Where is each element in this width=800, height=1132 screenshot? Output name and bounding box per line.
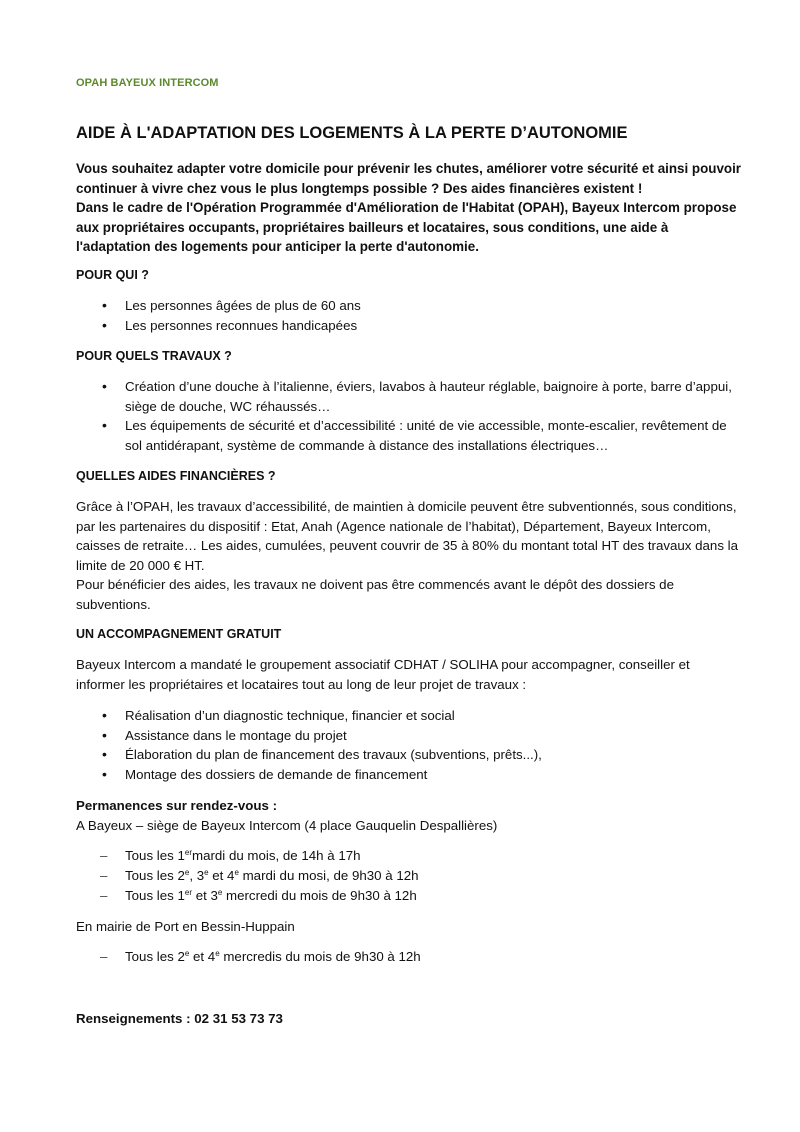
- bayeux-schedule-list: [76, 846, 736, 906]
- list-item: • Les personnes reconnues handicapées: [76, 316, 736, 336]
- list-item: • Création d’une douche à l’italienne, éviers, lavabos à hauteur réglable, baignoire à porte, barre d’appui, siège de douche, WC réhaussés…: [76, 377, 736, 416]
- heading-accompagnement: UN ACCOMPAGNEMENT GRATUIT: [76, 627, 282, 641]
- port-location: En mairie de Port en Bessin-Huppain: [76, 919, 295, 934]
- schedule-item: – Tous les 1er et 3e mercredi du mois de 9h30 à 12h: [76, 886, 736, 906]
- list-item: • Montage des dossiers de demande de financement: [76, 765, 736, 785]
- aides-paragraph-1: Grâce à l’OPAH, les travaux d’accessibilité, de maintien à domicile peuvent être subventionnés, sous conditions, par les partenaires du dispositif : Etat, Anah (Agence nationale de l’habitat), Département, Bayeux Intercom, caisses de retraite… Les aides, cumulées, peuvent couvrir de 35 à 80% du montant total HT des travaux dans la limite de 20 000 € HT.: [76, 499, 739, 573]
- list-item: • Réalisation d’un diagnostic technique, financier et social: [76, 706, 736, 726]
- heading-travaux: POUR QUELS TRAVAUX ?: [76, 349, 232, 363]
- bayeux-location: A Bayeux – siège de Bayeux Intercom (4 place Gauquelin Despallières): [76, 818, 498, 833]
- schedule-item: – Tous les 2e, 3e et 4e mardi du mosi, de 9h30 à 12h: [76, 866, 736, 886]
- contact-info: Renseignements : 02 31 53 73 73: [76, 1011, 283, 1026]
- schedule-item: – Tous les 1ermardi du mois, de 14h à 17h: [76, 846, 736, 866]
- permanences-heading: Permanences sur rendez-vous :: [76, 798, 278, 813]
- travaux-list: [76, 377, 736, 455]
- accompagnement-list: [76, 706, 736, 784]
- org-header: OPAH BAYEUX INTERCOM: [76, 77, 219, 89]
- schedule-item: – Tous les 2e et 4e mercredis du mois de 9h30 à 12h: [76, 947, 736, 967]
- heading-pour-qui: POUR QUI ?: [76, 268, 149, 282]
- pour-qui-list: [76, 296, 736, 335]
- intro-paragraph-1: Vous souhaitez adapter votre domicile pour prévenir les chutes, améliorer votre sécurité et ainsi pouvoir continuer à vivre chez vous le plus longtemps possible ? Des aides financières existent !: [76, 161, 742, 196]
- intro-block: [76, 159, 746, 257]
- list-item: • Les équipements de sécurité et d’accessibilité : unité de vie accessible, monte-escalier, revêtement de sol antidérapant, système de commande à distance des installations électriques…: [76, 416, 736, 455]
- intro-paragraph-2: Dans le cadre de l'Opération Programmée d'Amélioration de l'Habitat (OPAH), Bayeux Intercom propose aux propriétaires occupants, propriétaires bailleurs et locataires, sous conditions, une aide à l'adaptation des logements pour anticiper la perte d'autonomie.: [76, 200, 737, 255]
- page-title: AIDE À L'ADAPTATION DES LOGEMENTS À LA PERTE D’AUTONOMIE: [76, 124, 628, 142]
- aides-block: [76, 497, 738, 615]
- list-item: • Les personnes âgées de plus de 60 ans: [76, 296, 736, 316]
- port-schedule-list: [76, 947, 736, 967]
- heading-aides: QUELLES AIDES FINANCIÈRES ?: [76, 469, 276, 483]
- accompagnement-paragraph: Bayeux Intercom a mandaté le groupement associatif CDHAT / SOLIHA pour accompagner, conseiller et informer les propriétaires et locataires tout au long de leur projet de travaux :: [76, 657, 690, 692]
- aides-paragraph-2: Pour bénéficier des aides, les travaux ne doivent pas être commencés avant le dépôt des dossiers de subventions.: [76, 577, 674, 612]
- list-item: • Assistance dans le montage du projet: [76, 726, 736, 746]
- list-item: • Élaboration du plan de financement des travaux (subventions, prêts...),: [76, 745, 736, 765]
